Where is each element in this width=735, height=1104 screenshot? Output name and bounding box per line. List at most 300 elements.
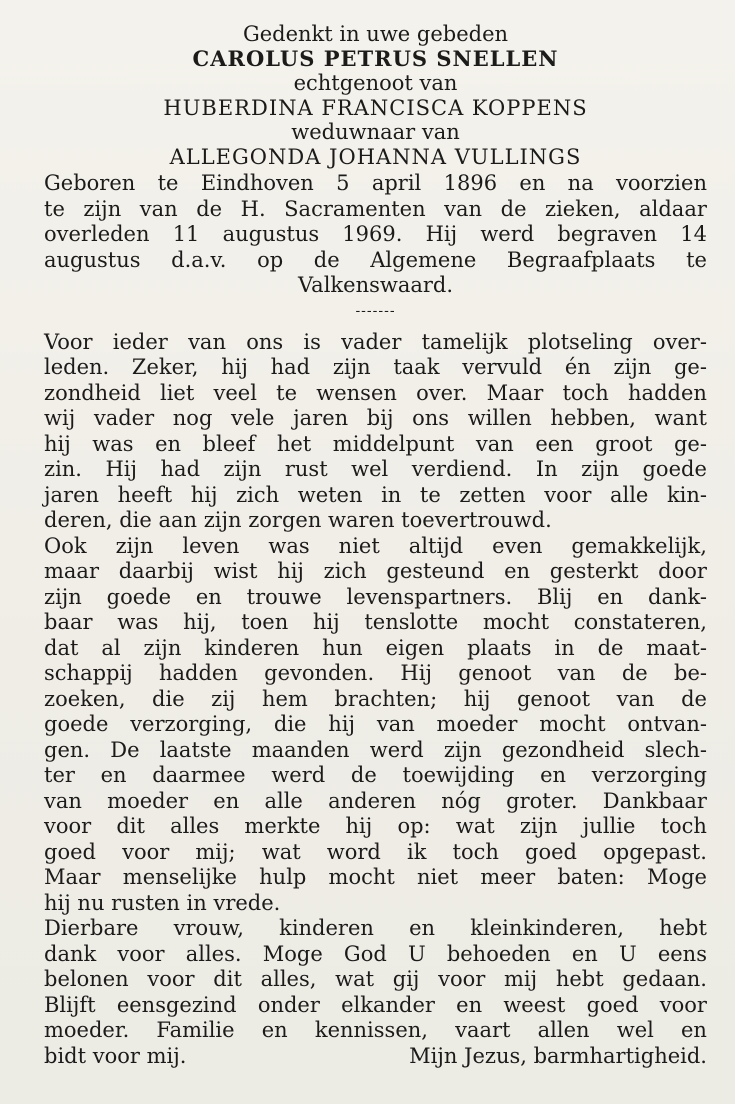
deceased-name: CAROLUS PETRUS SNELLEN: [192, 45, 559, 71]
word: mocht: [328, 865, 395, 889]
biography: [44, 171, 707, 273]
word: zijn: [44, 584, 82, 609]
text-line: [44, 712, 707, 738]
word: even: [492, 533, 543, 558]
word: te: [419, 482, 441, 507]
word: voor: [659, 992, 707, 1017]
word: voorzien: [616, 171, 707, 195]
text-line: [44, 840, 707, 866]
word: voor: [44, 814, 92, 838]
word: zin.: [44, 457, 82, 481]
word: zijn: [332, 355, 371, 379]
word: zetten: [459, 482, 526, 507]
text-line: [44, 355, 707, 381]
word: kennissen,: [314, 1018, 428, 1042]
word: genoot: [516, 686, 591, 711]
word: slech-: [644, 737, 707, 762]
word: ieder: [112, 329, 168, 354]
word: altijd: [408, 533, 464, 558]
text-line: [44, 381, 707, 407]
word: vader: [341, 329, 402, 354]
word: dit: [213, 967, 242, 991]
paragraph-1-end: deren, die aan zijn zorgen waren toevertrouwd.: [44, 508, 552, 532]
text-line: [44, 1018, 707, 1044]
word: zoeken,: [44, 686, 126, 711]
text-line: [44, 636, 707, 662]
text-line: [44, 432, 707, 458]
word: het: [276, 431, 312, 456]
biography-last-line: Valkenswaard.: [297, 273, 454, 297]
word: weest: [503, 992, 566, 1017]
word: ter: [44, 763, 75, 787]
word: plaats: [467, 635, 532, 660]
word: Eindhoven: [200, 171, 314, 195]
word: jullie: [582, 814, 636, 838]
text-line: [44, 942, 707, 968]
text-line: [44, 916, 707, 942]
word: kinderen: [204, 635, 300, 660]
word: werd: [271, 763, 326, 787]
word: hadden: [628, 380, 707, 405]
word: vaart: [455, 1018, 511, 1042]
word: gemakkelijk,: [571, 533, 707, 558]
word: én: [564, 355, 591, 379]
paragraph-2-end: hij nu rusten in vrede.: [44, 890, 281, 915]
spouse-name: HUBERDINA FRANCISCA KOPPENS: [163, 95, 588, 120]
word: heeft: [117, 482, 173, 507]
word: dank-: [648, 584, 707, 609]
text-line: [44, 687, 707, 713]
word: meer: [480, 865, 536, 889]
word: tenslotte: [364, 610, 459, 634]
word: constateren,: [573, 610, 707, 634]
word: is: [303, 329, 321, 354]
word: werd: [480, 222, 535, 246]
word: de: [500, 196, 527, 221]
word: allen: [537, 1018, 590, 1042]
word: zijn: [143, 635, 182, 660]
word: kin-: [666, 482, 707, 507]
word: alles.: [185, 941, 242, 966]
word: gij: [392, 967, 420, 991]
word: zijn: [115, 533, 154, 558]
word: 14: [680, 222, 707, 246]
word: goed: [44, 839, 96, 864]
word: vrouw,: [173, 916, 244, 940]
word: zijn: [581, 457, 619, 481]
word: hij: [44, 431, 71, 456]
word: zij: [211, 686, 236, 711]
word: voor: [122, 839, 170, 864]
text-line: [44, 534, 707, 560]
word: Dankbaar: [602, 788, 707, 813]
word: hulp: [259, 865, 307, 889]
text-line: [44, 406, 707, 432]
word: levenspartners.: [346, 584, 513, 609]
word: zijn: [223, 457, 262, 481]
word: 1896: [443, 171, 498, 195]
word: na: [567, 171, 594, 195]
word: mij: [504, 967, 538, 991]
text-line: [44, 814, 707, 840]
word: van: [188, 329, 226, 354]
word: goed: [586, 992, 639, 1017]
word: hij: [190, 482, 218, 507]
word: leven: [182, 533, 240, 558]
word: en: [456, 992, 483, 1017]
word: nóg: [441, 788, 481, 813]
word: hem: [261, 686, 308, 711]
word: be-: [674, 661, 707, 685]
header-line-5: weduwnaar van: [291, 120, 460, 144]
text-line: [44, 483, 707, 509]
word: en: [519, 171, 546, 195]
word: d.a.v.: [171, 247, 227, 272]
word: mij;: [195, 839, 236, 864]
word: de: [196, 196, 223, 221]
word: kleinkinderen,: [470, 916, 624, 940]
paragraph-3: [44, 916, 707, 1044]
word: moeder: [436, 712, 518, 736]
word: Blij: [537, 584, 573, 609]
word: dank: [44, 941, 97, 966]
text-line: [44, 738, 707, 764]
word: begraven: [557, 222, 658, 246]
word: wel: [351, 457, 389, 481]
text-line: [44, 197, 707, 223]
word: laatste: [159, 737, 232, 762]
word: in: [381, 482, 402, 507]
word: verzorging: [591, 763, 707, 787]
word: jaren: [293, 406, 349, 430]
word: van: [557, 661, 596, 685]
word: U: [618, 941, 637, 966]
word: toewijding: [402, 763, 515, 787]
word: aldaar: [639, 196, 707, 221]
word: ons: [412, 406, 450, 430]
word: God: [343, 941, 387, 966]
word: gen.: [44, 737, 91, 762]
word: voor: [117, 941, 165, 966]
word: tamelijk: [421, 329, 508, 354]
word: verzorging,: [130, 712, 253, 736]
word: vervuld: [462, 355, 543, 379]
word: augustus: [222, 222, 320, 246]
word: had: [160, 457, 201, 481]
word: al: [101, 635, 121, 660]
word: april: [371, 171, 422, 195]
word: hij: [345, 814, 373, 838]
word: alles: [170, 814, 220, 838]
word: over-: [652, 329, 707, 354]
word: ontvan-: [627, 712, 707, 736]
text-line: [44, 248, 707, 274]
word: Hij: [425, 222, 458, 246]
word: Algemene: [370, 247, 477, 272]
word: vele: [231, 406, 275, 430]
word: maat-: [646, 635, 707, 660]
word: plotseling: [527, 329, 633, 354]
word: baar: [44, 610, 93, 634]
word: brachten;: [334, 686, 438, 711]
word: hun: [322, 635, 363, 660]
word: rust: [284, 457, 328, 481]
word: daarmee: [152, 763, 246, 787]
word: hij: [463, 686, 491, 711]
word: hij,: [183, 610, 217, 634]
word: eensgezind: [116, 992, 237, 1017]
word: Dierbare: [44, 916, 139, 940]
word: verdiend.: [411, 457, 513, 481]
word: en: [213, 788, 240, 813]
word: toen: [241, 610, 289, 634]
text-line: [44, 661, 707, 687]
word: want: [654, 406, 707, 430]
header-line-1: Gedenkt in uwe gebeden: [242, 22, 509, 46]
word: trouwe: [246, 584, 322, 609]
word: genoot: [458, 661, 532, 685]
word: daarbij: [118, 559, 194, 583]
word: Blijft: [44, 992, 96, 1017]
word: Moge: [646, 865, 707, 889]
word: de: [313, 247, 340, 272]
word: overleden: [44, 222, 150, 246]
word: Hij: [400, 661, 432, 685]
word: was: [92, 431, 134, 456]
word: wist: [213, 559, 258, 583]
word: willen: [467, 406, 532, 430]
word: zijn: [519, 814, 558, 838]
word: toch: [452, 839, 499, 864]
word: had: [270, 355, 311, 379]
text-line: [44, 789, 707, 815]
word: 5: [336, 171, 350, 195]
text-line: [44, 457, 707, 483]
word: van: [616, 686, 655, 711]
word: en: [100, 763, 127, 787]
word: groter.: [506, 788, 578, 813]
word: wij: [44, 406, 76, 430]
word: gedaan.: [622, 967, 707, 991]
word: te: [276, 380, 298, 405]
word: middelpunt: [332, 431, 455, 456]
word: van: [376, 712, 415, 736]
word: Ook: [44, 533, 87, 558]
word: niet: [417, 865, 459, 889]
word: voor: [438, 967, 486, 991]
word: op:: [397, 814, 431, 838]
word: belonen: [44, 967, 129, 991]
word: goede: [642, 457, 707, 481]
word: voor: [147, 967, 195, 991]
word: van: [444, 196, 483, 221]
word: werd: [369, 737, 424, 762]
word: gezondheid: [501, 737, 625, 762]
word: hebben,: [550, 406, 636, 430]
word: de: [681, 686, 707, 711]
word: was: [117, 610, 159, 634]
word: de: [621, 661, 648, 685]
word: in: [554, 635, 575, 660]
word: en: [504, 559, 531, 583]
word: wat: [261, 839, 301, 864]
word: opgepast.: [603, 839, 707, 864]
word: en: [155, 431, 182, 456]
word: de: [597, 635, 624, 660]
word: gevonden.: [264, 661, 375, 685]
word: jaren: [44, 482, 100, 507]
word: toch: [562, 380, 609, 405]
word: liet: [160, 380, 195, 405]
word: niet: [338, 533, 380, 558]
word: de: [350, 763, 377, 787]
word: Voor: [44, 329, 93, 354]
word: Hij: [105, 457, 138, 481]
word: ge-: [673, 431, 707, 456]
word: word: [326, 839, 381, 864]
word: te: [157, 171, 179, 195]
word: Moge: [262, 941, 323, 966]
word: die: [273, 712, 307, 736]
card-header: [44, 22, 707, 169]
word: moeder.: [44, 1018, 130, 1042]
word: toch: [660, 814, 707, 838]
word: bleef: [202, 431, 256, 456]
word: zijn: [443, 737, 482, 762]
word: H.: [240, 196, 266, 221]
word: augustus: [44, 247, 141, 272]
word: hij: [221, 355, 248, 379]
word: voor: [544, 482, 592, 507]
word: hebt: [659, 916, 707, 940]
word: ons: [246, 329, 284, 354]
word: alles,: [260, 967, 317, 991]
text-line: [44, 967, 707, 993]
word: mocht: [482, 610, 550, 634]
late-spouse-name: ALLEGONDA JOHANNA VULLINGS: [169, 144, 582, 169]
word: ik: [406, 839, 427, 864]
word: kinderen: [279, 916, 374, 940]
word: eigen: [385, 635, 445, 660]
word: U: [407, 941, 426, 966]
word: en: [597, 584, 624, 609]
word: eens: [657, 941, 707, 966]
word: goede: [44, 712, 109, 736]
word: zijn: [83, 196, 122, 221]
word: Sacramenten: [284, 196, 426, 221]
word: door: [658, 559, 707, 583]
word: groot: [595, 431, 653, 456]
word: taak: [393, 355, 440, 379]
closing-prayer: Mijn Jezus, barmhartigheid.: [409, 1043, 707, 1068]
word: Zeker,: [131, 355, 199, 379]
word: mocht: [539, 712, 606, 736]
word: bij: [366, 406, 394, 430]
paragraph-1: [44, 330, 707, 509]
word: De: [110, 737, 140, 762]
word: maar: [44, 559, 99, 583]
header-line-3: echtgenoot van: [293, 71, 458, 95]
word: menselijke: [122, 865, 237, 889]
text-line: [44, 763, 707, 789]
word: zijn: [613, 355, 652, 379]
word: van: [475, 431, 514, 456]
word: was: [268, 533, 310, 558]
word: te: [44, 196, 65, 221]
text-line: [44, 610, 707, 636]
word: wensen: [316, 380, 397, 405]
word: hadden: [158, 661, 238, 685]
word: wel: [616, 1018, 654, 1042]
word: moeder: [107, 788, 189, 813]
word: hij: [277, 559, 304, 583]
word: goed: [525, 839, 577, 864]
word: goede: [106, 584, 172, 609]
word: op: [257, 247, 284, 272]
word: 1969.: [342, 222, 403, 246]
word: wat: [335, 967, 375, 991]
word: dat: [44, 635, 79, 660]
word: Maar: [486, 380, 544, 405]
word: een: [535, 431, 574, 456]
word: die: [152, 686, 185, 711]
word: te: [686, 247, 707, 272]
word: dit: [116, 814, 145, 838]
word: In: [535, 457, 558, 481]
word: over.: [416, 380, 468, 405]
word: hebt: [555, 967, 604, 991]
word: Geboren: [44, 171, 136, 195]
word: behoeden: [446, 941, 551, 966]
word: nog: [172, 406, 213, 430]
word: wat: [455, 814, 495, 838]
separator: -------: [355, 302, 396, 319]
word: zich: [323, 559, 367, 583]
word: en: [261, 1018, 288, 1042]
word: en: [571, 941, 598, 966]
word: maanden: [251, 737, 350, 762]
text-line: [44, 222, 707, 248]
word: anderen: [328, 788, 417, 813]
word: hij: [328, 712, 356, 736]
text-line: [44, 330, 707, 356]
text-line: [44, 559, 707, 585]
word: zieken,: [545, 196, 621, 221]
text-line: [44, 585, 707, 611]
word: gesteund: [386, 559, 485, 583]
word: leden.: [44, 355, 110, 379]
word: Familie: [156, 1018, 235, 1042]
word: van: [139, 196, 178, 221]
word: schappij: [44, 661, 133, 685]
paragraph-2: [44, 534, 707, 891]
word: merkte: [244, 814, 321, 838]
word: Begraafplaats: [506, 247, 656, 272]
word: 11: [172, 222, 200, 246]
word: alle: [264, 788, 303, 813]
word: en: [681, 1018, 707, 1042]
word: weten: [297, 482, 363, 507]
text-line: [44, 993, 707, 1019]
word: vader: [93, 406, 155, 430]
word: Maar: [44, 865, 101, 889]
word: hij: [312, 610, 340, 634]
closing-line: [44, 1044, 707, 1070]
word: van: [44, 788, 82, 813]
word: ge-: [673, 355, 707, 379]
word: en: [195, 584, 222, 609]
word: onder: [257, 992, 320, 1017]
